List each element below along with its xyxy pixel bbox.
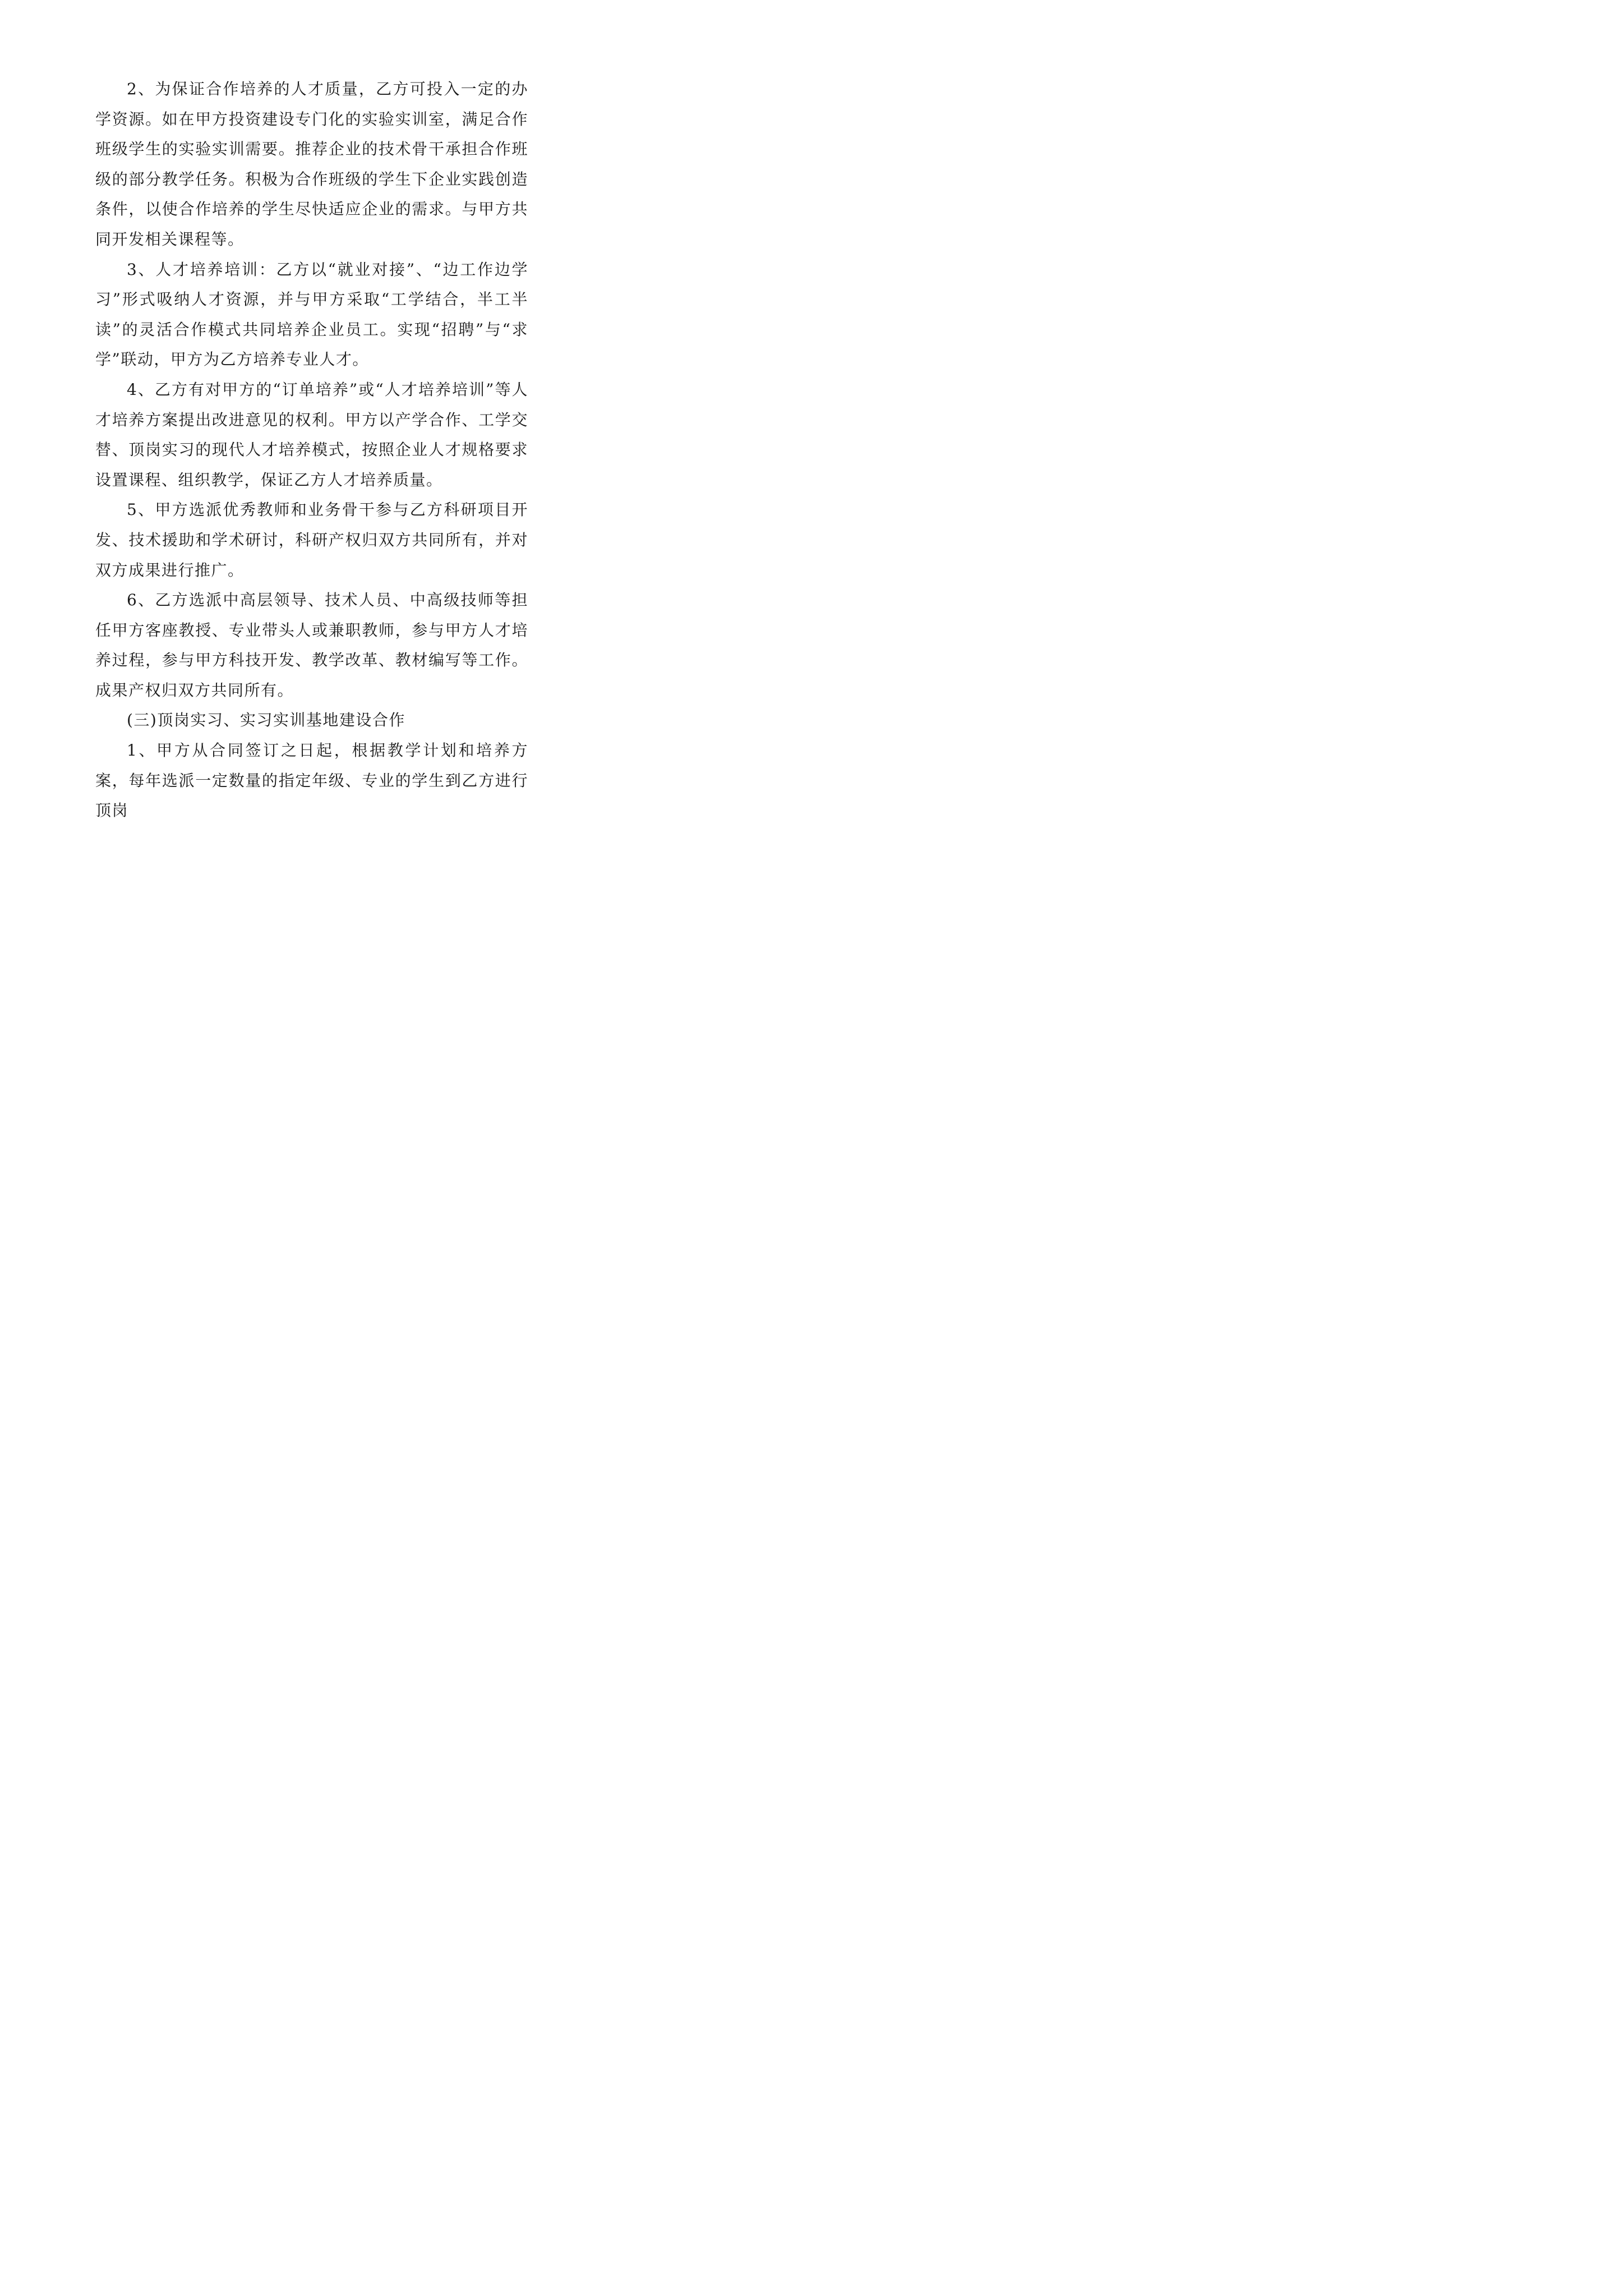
paragraph-item-2-resources: 2、为保证合作培养的人才质量，乙方可投入一定的办学资源。如在甲方投资建设专门化的实验实训室，满足合作班级学生的实验实训需要。推荐企业的技术骨干承担合作班级的部分教学任务。积极为合作班级的学生下企业实践创造条件，以使合作培养的学生尽快适应企业的需求。与甲方共同开发相关课程等。 [95,80,528,249]
document-page [95,74,528,826]
paragraph-item-6-staff: 6、乙方选派中高层领导、技术人员、中高级技师等担任甲方客座教授、专业带头人或兼职教师，参与甲方人才培养过程，参与甲方科技开发、教学改革、教材编写等工作。成果产权归双方共同所有。 [95,591,528,700]
paragraph-item-1-internship: 1、甲方从合同签订之日起，根据教学计划和培养方案，每年选派一定数量的指定年级、专业的学生到乙方进行顶岗 [95,741,528,820]
paragraph-item-4-suggestions: 4、乙方有对甲方的“订单培养”或“人才培养培训”等人才培养方案提出改进意见的权利。甲方以产学合作、工学交替、顶岗实习的现代人才培养模式，按照企业人才规格要求设置课程、组织教学，保证乙方人才培养质量。 [95,380,528,489]
paragraph-item-5-research: 5、甲方选派优秀教师和业务骨干参与乙方科研项目开发、技术援助和学术研讨，科研产权归双方共同所有，并对双方成果进行推广。 [95,500,528,579]
section-heading-internship: (三)顶岗实习、实习实训基地建设合作 [127,711,405,730]
paragraph-item-3-training: 3、人才培养培训：乙方以“就业对接”、“边工作边学习”形式吸纳人才资源，并与甲方采取“工学结合，半工半读”的灵活合作模式共同培养企业员工。实现“招聘”与“求学”联动，甲方为乙方培养专业人才。 [95,260,528,369]
